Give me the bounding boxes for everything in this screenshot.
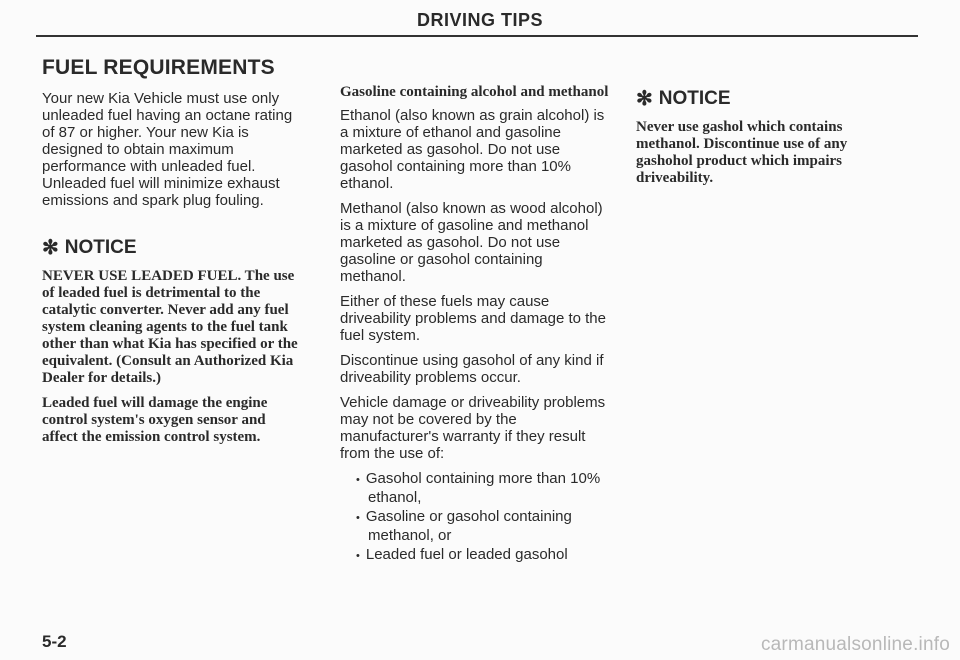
list-item: • Gasohol containing more than 10% ethanol, (340, 470, 610, 506)
list-item: • Gasoline or gasohol containing methanol, or (340, 508, 610, 544)
section-title: FUEL REQUIREMENTS (42, 56, 275, 79)
notice-paragraph: Leaded fuel will damage the engine control system's oxygen sensor and affect the emission control system. (42, 395, 268, 445)
star-bullet-icon: ✻ (636, 88, 653, 110)
header-rule (36, 35, 918, 37)
page-header: DRIVING TIPS (416, 10, 543, 30)
notice-heading (636, 86, 906, 111)
notice-heading (42, 235, 304, 260)
body-paragraph: Either of these fuels may cause driveability problems and damage to the fuel system. (340, 293, 606, 344)
star-bullet-icon: ✻ (42, 237, 59, 259)
body-paragraph: Vehicle damage or driveability problems may not be covered by the manufacturer's warranty if they result from the use of: (340, 394, 606, 462)
middle-column (340, 84, 610, 567)
notice-title: NOTICE (658, 87, 731, 109)
page-number: 5-2 (42, 632, 67, 651)
notice-title: NOTICE (64, 236, 137, 258)
right-column (636, 84, 906, 195)
list-item: • Leaded fuel or leaded gasohol (340, 546, 610, 565)
left-column (42, 56, 304, 454)
fuel-requirements-paragraph: Your new Kia Vehicle must use only unleaded fuel having an octane rating of 87 or higher. Your new Kia is designed to obtain maximum performance with unleaded fuel. Unleaded fuel will minimize exhaust emissions and spark plug fouling. (42, 90, 293, 209)
body-paragraph: Ethanol (also known as grain alcohol) is a mixture of ethanol and gasoline marketed as gasohol. Do not use gasohol containing more than 10% ethanol. (340, 107, 605, 192)
watermark: carmanualsonline.info (760, 634, 950, 655)
notice-paragraph: Never use gashol which contains methanol. Discontinue use of any gashohol product which impairs driveability. (636, 119, 848, 186)
alcohol-subheading: Gasoline containing alcohol and methanol (340, 84, 609, 100)
body-paragraph: Discontinue using gasohol of any kind if driveability problems occur. (340, 352, 604, 386)
notice-paragraph: NEVER USE LEADED FUEL. The use of leaded fuel is detrimental to the catalytic converter. Never add any fuel system cleaning agents to the fuel tank other than what Kia has specified or the equivalent. (Consult an Authorized Kia Dealer for details.) (42, 268, 298, 386)
fuel-bullet-list (340, 470, 610, 565)
body-paragraph: Methanol (also known as wood alcohol) is a mixture of gasoline and methanol marketed as gasohol. Do not use gasoline or gasohol containing methanol. (340, 200, 603, 285)
